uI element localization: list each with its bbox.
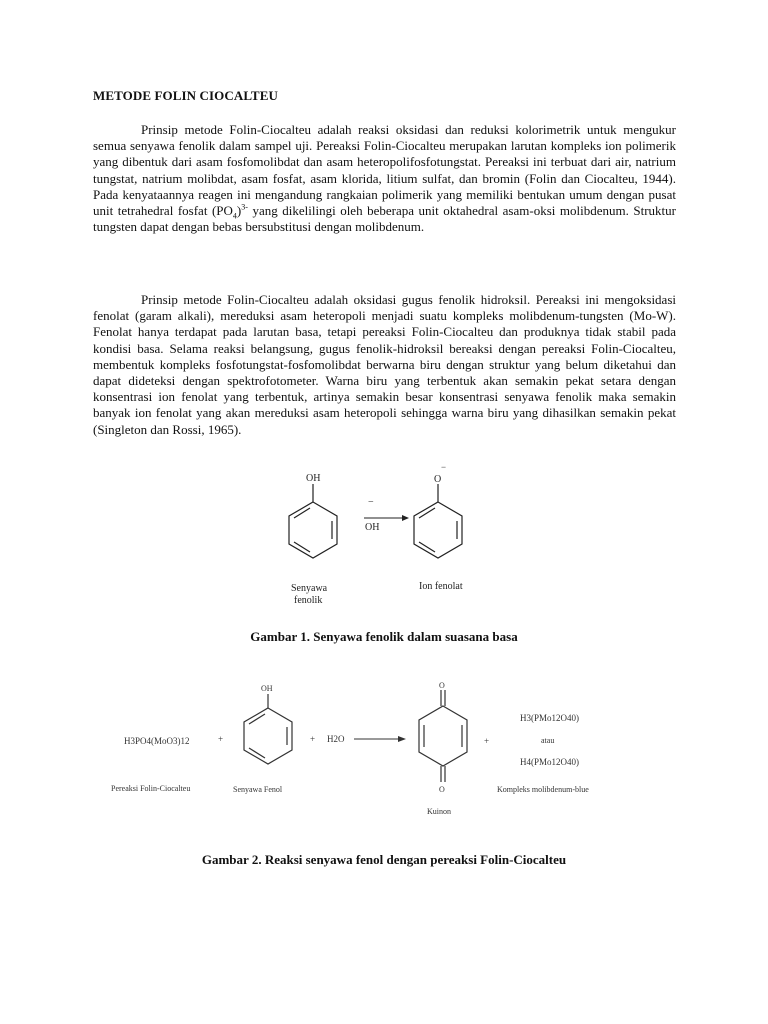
figure-1-caption: Gambar 1. Senyawa fenolik dalam suasana basa [250, 629, 518, 644]
figure-2-caption: Gambar 2. Reaksi senyawa fenol dengan pereaksi Folin-Ciocalteu [201, 852, 567, 867]
water-formula: H2O [327, 734, 345, 744]
po4-subscript: 4 [232, 211, 237, 221]
product-complex-a: H3(PMo12O40) [520, 713, 580, 723]
reagent-oh: OH [365, 522, 380, 533]
po4-charge: 3- [241, 202, 248, 212]
quinone-label: Kuinon [427, 807, 451, 816]
quinone-top-o: O [439, 681, 445, 690]
po4-close: ) [236, 203, 242, 219]
reaction-arrow-2 [354, 736, 406, 742]
complex-label: Kompleks molibdenum-blue [497, 785, 589, 794]
paragraph-1-text-b: yang dikelilingi oleh beberapa unit oktahedral asam-oksi molibdenum. Struktur tungsten dapat dengan bebas bersubstitusi dengan molibdenum. [93, 203, 676, 235]
left-compound-name-1: Senyawa [291, 583, 328, 594]
phenol-oh-label-2: OH [261, 684, 273, 693]
left-compound-name-2: fenolik [294, 595, 323, 606]
phenol-label: Senyawa Fenol [233, 785, 283, 794]
phenolate-o-label: O [434, 474, 442, 485]
phenolate-charge: − [441, 462, 447, 472]
section-heading: METODE FOLIN CIOCALTEU [93, 88, 278, 103]
paragraph-2: Prinsip metode Folin-Ciocalteu adalah oksidasi gugus fenolik hidroksil. Pereaksi ini mengoksidasi fenolat (garam alkali), mereduksi asam heteropoli menjadi suatu kompleks molibdenum-tungsten (Mo-W). Fenolat hanya terdapat pada larutan basa, tetapi pereaksi Folin-Ciocalteu dan produknya tidak stabil pada kondisi basa. Selama reaksi belangsung, gugus fenolik-hidroksil bereaksi dengan pereaksi Folin-Ciocalteu, membentuk kompleks fosfotungstat-fosfomolibdat berwarna biru dengan struktur yang belum diketahui dan dapat dideteksi dengan spektrofotometer. Warna biru yang terbentuk akan semakin pekat setara dengan konsentrasi ion fenolat yang terbentuk, artinya semakin besar konsentrasi senyawa fenolik maka semakin banyak ion fenolat yang akan mereduksi asam heteropoli sehingga warna biru yang dihasilkan semakin pekat (Singleton dan Rossi, 1965). [93, 292, 676, 437]
reagent-charge: − [368, 497, 374, 508]
paragraph-1-text-a: Prinsip metode Folin-Ciocalteu adalah reaksi oksidasi dan reduksi kolorimetrik untuk mengukur semua senyawa fenolik dalam sampel uji. Pereaksi Folin-Ciocalteu merupakan larutan kompleks ion polimerik yang dibentuk dari asam fosfomolibdat dan asam heteropolifosfotungstat. Pereaksi ini terbuat dari air, natrium tungstat, natrium molibdat, asam fosfat, asam klorida, litium sulfat, dan bromin (Folin dan Ciocalteu, 1944). Pada kenyataannya reagen ini mengandung rangkaian polimerik yang memiliki bentukan umum dengan pusat unit tetrahedral fosfat (PO [93, 122, 676, 219]
product-complex-b: H4(PMo12O40) [520, 757, 580, 767]
quinone-bottom-o: O [439, 785, 445, 794]
folin-reagent-formula: H3PO4(MoO3)12 [124, 736, 190, 746]
plus-sign-2: + [310, 734, 316, 744]
folin-reagent-label: Pereaksi Folin-Ciocalteu [111, 784, 191, 793]
phenol-ring-2 [244, 694, 292, 764]
atau-text: atau [541, 736, 555, 745]
right-compound-name: Ion fenolat [419, 581, 463, 592]
quinone-ring [419, 690, 467, 782]
plus-sign-1: + [218, 734, 224, 744]
plus-sign-3: + [484, 736, 490, 746]
phenol-oh-label: OH [306, 473, 321, 484]
